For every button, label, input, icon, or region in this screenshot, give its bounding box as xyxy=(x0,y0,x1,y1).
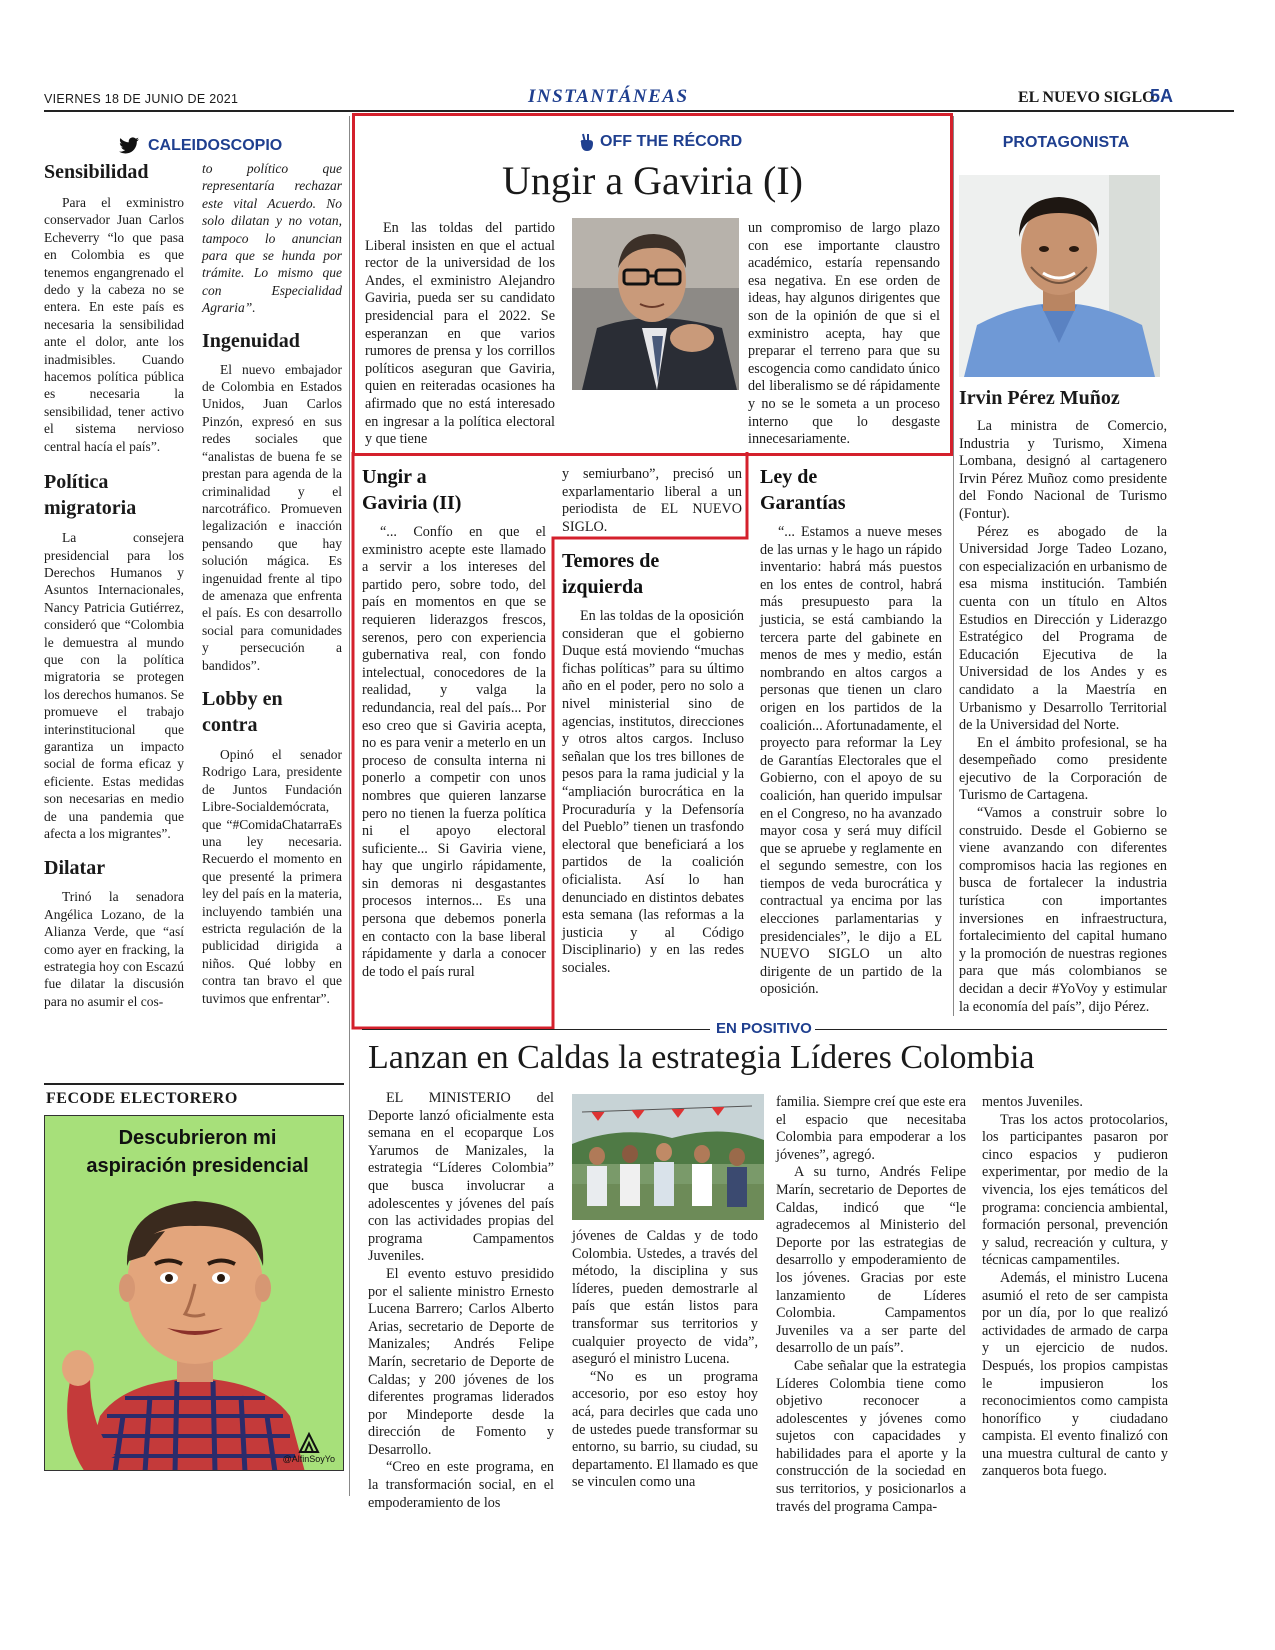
caleidoscopio-label-wrap xyxy=(118,137,282,155)
ungir2-text: “... Confío en que el exministro acepte este llamado a servir a los intereses del partido pero, sobre todo, del país en momentos en que se requieren liderazgos frescos, serenos, pero con experiencia gubernativa real, con fondo intelectual, conocedores de la realidad, y valga la redundancia, real del país... Por eso creo que si Gaviria acepta, no es para venir a meterlo en un proceso de consulta interna ni ponerlo a competir con unos nombres que quieren lanzarse pero no tienen la fuerza política ni el apoyo electoral suficiente... Si Gaviria viene, hay que ungirlo rápidamente, sin demoras ni desgastantes procesos internos... Es una persona que debemos ponerla en contacto con la base liberal rápidamente y darla a conocer de todo el país rural xyxy=(362,524,546,980)
ungir2-title: Ungir a Gaviria (II) xyxy=(362,466,462,514)
en-positivo-col2-p1: jóvenes de Caldas y de todo Colombia. Ustedes, a través del método, la disciplina y sus líderes, pueden demostrarle al país que están listos para transformar sus territorios y cualquier proyecto de vida”, aseguró el ministro Lucena. xyxy=(572,1228,758,1368)
lideres-group-image xyxy=(572,1094,764,1220)
en-positivo-col1-p1: EL MINISTERIO del Deporte lanzó oficialmente esta semana en el ecoparque Los Yarumos de Manizales, la estrategia “Líderes Colombia” que busca involucrar a adolescentes y jóvenes del país con las actividades propias del programa Campamentos Juveniles. xyxy=(368,1090,554,1265)
protagonista-p4: “Vamos a construir sobre lo construido. Desde el Gobierno se viene avanzando con diferentes compromisos hacia las regiones en busca de fortalecer la industria turística con importantes inversiones en infraestructura, fortalecimiento del capital humano y la promoción de nuestras regiones para que más colombianos se decidan a decir #YoVoy y estimular la economía del país”, dijo Pérez. xyxy=(959,805,1167,1015)
ungir2-highlight-box xyxy=(350,452,760,1032)
twitter-bird-icon xyxy=(118,137,140,155)
protagonista-p2: Pérez es abogado de la Universidad Jorge Tadeo Lozano, con especialización en urbanismo de esa misma institución. También cuenta con un título en Altos Estudios en Dirección y Liderazgo Estratégico del Programa de Educación Ejecutiva de la Universidad de los Andes y es candidato a la Maestría en Urbanismo y Desarrollo Territorial de la Universidad del Norte. xyxy=(959,523,1167,734)
ley-column xyxy=(760,464,942,999)
item-title-lobby: Lobby en contra xyxy=(202,687,283,736)
off-record-lead-left-text: En las toldas del partido Liberal insisten en que el actual rector de la universidad de los Andes, el exministro Alejandro Gaviria, pueda ser su candidato presidencial para el 2022. Se esperanzan en que varios rumores de prensa y los corrillos políticos aseguran que Gaviria, quien en reiteradas ocasiones ha afirmado que no está interesado en ingresar a la política electoral y que tiene xyxy=(365,220,555,448)
protagonista-p3: En el ámbito profesional, se ha desempeñado como presidente ejecutivo de la Corporación de Turismo de Cartagena. xyxy=(959,734,1167,804)
en-positivo-col4-p3: Además, el ministro Lucena asumió el reto de ser campista por un día, por lo que realizó actividades de armado de carpa y un ejercicio de nudos. Después, los propios campistas le impusieron los reconocimientos como campista honorífico y ciudadano campista. El evento finalizó con una muestra cultural de canto y zanqueros bota fuego. xyxy=(982,1269,1168,1480)
header-rule xyxy=(44,110,1234,112)
caleidoscopio-bottom-rule xyxy=(44,1083,344,1085)
protagonista-body xyxy=(959,418,1167,1016)
item-text-politica-migratoria: La consejera presidencial para los Derechos Humanos y Asuntos Internacionales, Nancy Patricia Gutiérrez, consideró que “Colombia le demuestra al mundo que con la política migratoria se protegen los derechos humanos. Se promueve el trabajo interinstitucional que garantiza un impacto social de forma eficaz y eficiente. Estas medidas son necesarias en medio de una pandemia que afecta a los migrantes”. xyxy=(44,530,184,841)
en-positivo-col4-p2: Tras los actos protocolarios, los participantes pasaron por cinco espacios y pudieron experimentar, por medio de la vivencia, los ejes temáticos del programa: conciencia ambiental, formación personal, prevención y salud, recreación y cultura, y técnicas campamentiles. xyxy=(982,1111,1168,1269)
protagonista-p1: La ministra de Comercio, Industria y Turismo, Ximena Lombana, designó al cartagenero Irvin Pérez Muñoz como presidente del Fondo Nacional de Turismo (Fontur). xyxy=(959,418,1167,522)
ley-title: Ley de Garantías xyxy=(760,466,846,514)
en-positivo-col3-p2: A su turno, Andrés Felipe Marín, secretario de Deportes de Caldas, indicó que “le agradecemos al Ministerio del Deporte por las estrategias de desarrollo y empoderamiento de los jóvenes. Gracias por este lanzamiento de Líderes Colombia. Campamentos Juveniles va a ser parte del desarrollo de un país”. xyxy=(776,1164,966,1357)
gaviria-photo xyxy=(572,218,739,390)
en-positivo-col3-p3: Cabe señalar que la estrategia Líderes Colombia tiene como objetivo reconocer a adolescentes y jóvenes como sujetos con capacidades y habilidades para el aporte y la construcción de la sociedad en sus territorios, y posicionarlos a través del programa Campa- xyxy=(776,1357,966,1515)
en-positivo-headline: Lanzan en Caldas la estrategia Líderes Colombia xyxy=(368,1039,1035,1076)
cartoon-signature-text: @AlfinSoyYo xyxy=(282,1454,335,1464)
item-title-sensibilidad: Sensibilidad xyxy=(44,161,149,183)
off-record-label-wrap xyxy=(580,133,742,151)
item-title-politica-migratoria: Política migratoria xyxy=(44,471,137,520)
en-positivo-col1-p2: El evento estuvo presidido por el saliente ministro Ernesto Lucena Barrero; Carlos Alberto Arias, secretario de Deporte de Manizales; Andrés Felipe Marín, secretario de Deporte de Caldas; y 200 jóvenes de los diferentes programas liderados por Mindeporte desde la dirección de Fomento y Desarrollo. xyxy=(368,1265,554,1458)
ley-text: “... Estamos a nueve meses de las urnas y le hago un rápido inventario: habrá más puestos en los entes de control, habrá más presupuesto para la justicia, se está cambiando la tercera parte del gabinete en menos de mes y medio, están nombrando en altos cargos a personas que tienen un claro origen en los partidos de la coalición... Afortunadamente, el proyecto para reformar la Ley de Garantías Electorales que el Gobierno, con el apoyo de su coalición, han querido impulsar en el Congreso, no ha avanzado mayor cosa y será muy difícil que se apruebe y reglamente en el segundo semestre, con los tiempos de veda burocrática y contractual ya encima por las elecciones parlamentarias y presidenciales”, le dijo a EL NUEVO SIGLO un alto dirigente de un partido de la oposición. xyxy=(760,524,943,998)
cartoon-figure-image xyxy=(45,1116,344,1471)
ungir2-continuation: y semiurbano”, precisó un exparlamentario liberal a un periodista de EL NUEVO SIGLO. xyxy=(562,466,742,535)
en-positivo-col3-p1: familia. Siempre creí que este era el espacio que necesitaba Colombia para empoderar a los jóvenes”, agregó. xyxy=(776,1094,966,1163)
en-positivo-col2-p2: “No es un programa accesorio, por eso estoy hoy acá, para decirles que cada uno de ustedes puede transformar su entorno, su barrio, su ciudad, su departamento. El llamado es que se vinculen como una xyxy=(572,1368,758,1491)
off-record-lead-right-text: un compromiso de largo plazo con ese importante claustro académico, estaría repensando esa negativa. En ese orden de ideas, hay algunos dirigentes que son de la opinión de que si el exministro acepta, hay que preparar el terreno para que su escogencia como candidato único del liberalismo se dé rápidamente y no se le someta a un proceso interno que lo desgaste innecesariamente. xyxy=(748,220,940,448)
en-positivo-col4-p1: mentos Juveniles. xyxy=(982,1094,1083,1110)
cartoon-signature xyxy=(283,1432,335,1464)
lideres-photo xyxy=(572,1094,764,1220)
header-page-number: 5A xyxy=(1150,86,1174,106)
en-positivo-rule-right xyxy=(815,1029,1167,1030)
irvin-photo xyxy=(959,175,1160,377)
cartoon-caption: Descubrieron mi aspiración presidencial xyxy=(86,1127,309,1177)
item-text-ingenuidad: El nuevo embajador de Colombia en Estados Unidos, Juan Carlos Pinzón, expresó en sus redes sociales que “analistas de buena fe se prestan para agenda de la criminalidad y el narcotráfico. Promueven legalización e inacción pensando que hay solución mágica. Es ingenuidad frente al tipo de amenaza que enfrenta el país. Es con desarrollo social para comunidades y persecución a bandidos”. xyxy=(202,361,342,673)
header-paper-name: EL NUEVO SIGLO xyxy=(1018,89,1155,106)
en-positivo-col2 xyxy=(572,1228,758,1492)
item-text-dilatar-cont: to político que representaría rechazar este vital Acuerdo. No solo dilatan y no votan, tampoco lo anuncian para que se hunda por trámite. Lo mismo que con Especialidad Agraria”. xyxy=(202,161,342,316)
hand-peace-icon xyxy=(580,133,594,151)
en-positivo-col1 xyxy=(368,1090,554,1512)
caleidoscopio-col1 xyxy=(44,160,184,1010)
en-positivo-col4 xyxy=(982,1094,1168,1481)
protagonista-name: Irvin Pérez Muñoz xyxy=(959,387,1120,409)
protagonista-label: PROTAGONISTA xyxy=(1002,134,1130,151)
irvin-portrait-image xyxy=(959,175,1160,377)
off-record-lead-right xyxy=(748,220,940,449)
en-positivo-label: EN POSITIVO xyxy=(716,1020,812,1037)
off-record-lead-left xyxy=(365,220,555,449)
caleidoscopio-col2 xyxy=(202,160,342,1007)
gaviria-portrait-image xyxy=(572,218,739,390)
temores-text: En las toldas de la oposición consideran que el gobierno Duque está moviendo “muchas fichas políticas” para su último año en el poder, pero no solo a nivel ministerial sino de agencias, institutos, direcciones y otros altos cargos. Incluso señalan que los tres billones de pesos para la rama judicial y la “ampliación burocrática en la Procuraduría y la Defensoría del Pueblo” tienen un trasfondo electoral que beneficiará a los partidos de la coalición oficialista. Así lo han denunciado en distintos debates esta semana (las reformas a la justicia y al Código Disciplinario) y en las redes sociales. xyxy=(562,608,744,976)
en-positivo-col3 xyxy=(776,1094,966,1516)
header-section: INSTANTÁNEAS xyxy=(528,86,689,107)
temores-title: Temores de izquierda xyxy=(562,550,660,598)
caleidoscopio-label: CALEIDOSCOPIO xyxy=(148,137,283,154)
fecode-cartoon xyxy=(44,1115,344,1471)
item-title-dilatar: Dilatar xyxy=(44,857,106,880)
off-record-headline: Ungir a Gaviria (I) xyxy=(502,158,803,203)
item-title-ingenuidad: Ingenuidad xyxy=(202,329,300,352)
item-text-sensibilidad: Para el exministro conservador Juan Carlos Echeverry “lo que pasa en Colombia es que tenemos engangrenado el dedo y la cabeza no se entera. En este país es necesaria la sensibilidad ante el dolor, ante los inadmisibles. Cuando hacemos política pública es necesaria la sensibilidad, tener activo el sistema nervioso central hacía el país”. xyxy=(44,195,184,454)
signature-logo-icon xyxy=(298,1432,320,1454)
item-text-dilatar: Trinó la senadora Angélica Lozano, de la Alianza Verde, que “así como ayer en fracking, la estrategia hoy con Escazú fue dilatar la discusión para no asumir el cos- xyxy=(44,889,184,1009)
item-text-lobby: Opinó el senador Rodrigo Lara, presidente de Juntos Fundación Libre-Socialdemócrata, que “#ComidaChatarraEs una ley necesaria. Recuerdo el momento en que presenté la primera ley del país en la materia, incluyendo también una estricta regulación de la publicidad dirigida a niños. Qué lobby en contra tan bravo el que tuvimos que enfrentar”. xyxy=(202,746,342,1006)
off-record-label: OFF THE RÉCORD xyxy=(600,133,743,150)
column-rule-right xyxy=(953,116,954,1016)
header-date: VIERNES 18 DE JUNIO DE 2021 xyxy=(44,92,239,106)
en-positivo-col1-p3: “Creo en este programa, en la transformación social, en el empoderamiento de los xyxy=(368,1459,554,1511)
en-positivo-rule-left xyxy=(362,1029,710,1030)
fecode-label: FECODE ELECTORERO xyxy=(46,1090,238,1107)
